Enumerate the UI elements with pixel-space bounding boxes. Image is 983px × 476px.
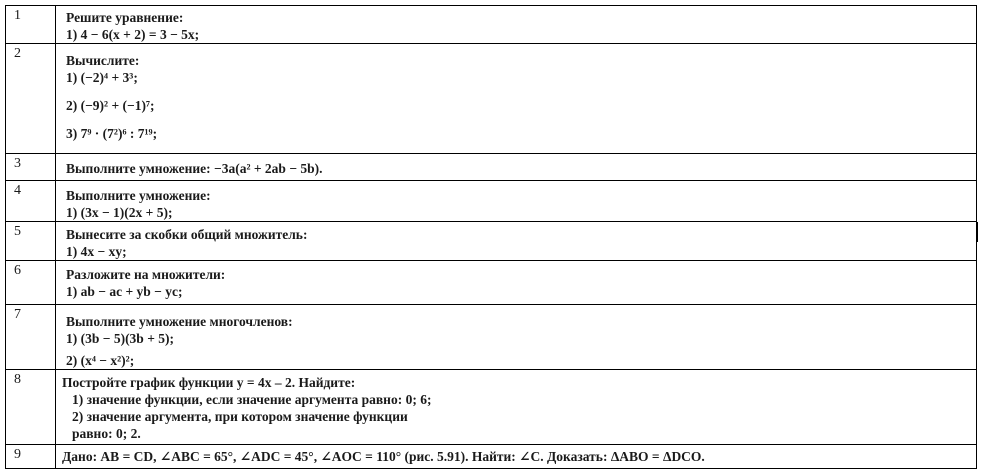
task-line: 2) (x⁴ − x²)²; xyxy=(66,353,135,368)
task-line: Решите уравнение: xyxy=(66,10,184,25)
task-line: Постройте график функции y = 4x – 2. Найдите: xyxy=(62,375,356,390)
task-line: Выполните умножение многочленов: xyxy=(66,314,293,329)
task-number: 8 xyxy=(6,370,56,445)
task-number: 7 xyxy=(6,305,56,370)
task-row-1 xyxy=(6,6,977,44)
task-line: 1) (3x − 1)(2x + 5); xyxy=(66,205,173,220)
task-line: 1) (3b − 5)(3b + 5); xyxy=(66,331,174,346)
task-line: 1) ab − ac + yb − yc; xyxy=(66,284,183,299)
task-text xyxy=(56,154,977,181)
task-line: 2) (−9)² + (−1)⁷; xyxy=(66,98,155,113)
task-text xyxy=(56,305,977,370)
task-number: 1 xyxy=(6,6,56,44)
task-number: 3 xyxy=(6,154,56,181)
task-number: 2 xyxy=(6,44,56,154)
task-line: Выполните умножение: xyxy=(66,188,211,203)
task-row-4 xyxy=(6,181,977,222)
task-number: 5 xyxy=(6,222,56,261)
task-line: 3) 7⁹ · (7²)⁶ : 7¹⁹; xyxy=(66,126,158,141)
task-text xyxy=(56,6,977,44)
task-row-9 xyxy=(6,445,977,469)
task-row-5 xyxy=(6,222,977,261)
task-line: Выполните умножение: −3a(a² + 2ab − 5b). xyxy=(66,161,323,176)
edge-tick xyxy=(977,222,978,242)
task-line: 1) 4 − 6(x + 2) = 3 − 5x; xyxy=(66,27,200,42)
task-line: 1) (−2)⁴ + 3³; xyxy=(66,70,138,85)
task-text xyxy=(56,445,977,469)
task-line: 1) значение функции, если значение аргумента равно: 0; 6; xyxy=(72,392,432,407)
task-table xyxy=(5,5,977,469)
task-row-6 xyxy=(6,261,977,305)
task-line: Вычислите: xyxy=(66,53,140,68)
task-text xyxy=(56,222,977,261)
task-number: 4 xyxy=(6,181,56,222)
task-line: 2) значение аргумента, при котором значение функции xyxy=(72,409,408,424)
task-row-7 xyxy=(6,305,977,370)
task-number: 9 xyxy=(6,445,56,469)
task-line: равно: 0; 2. xyxy=(72,426,141,441)
task-text xyxy=(56,261,977,305)
task-text xyxy=(56,44,977,154)
task-line: 1) 4x − xy; xyxy=(66,244,127,259)
task-row-2 xyxy=(6,44,977,154)
task-row-8 xyxy=(6,370,977,445)
task-line: Дано: AB = CD, ∠ABC = 65°, ∠ADC = 45°, ∠AOC = 110° (рис. 5.91). Найти: ∠C. Доказать: ΔABO = ΔDCO. xyxy=(62,449,705,464)
task-number: 6 xyxy=(6,261,56,305)
task-line: Разложите на множители: xyxy=(66,267,226,282)
task-text xyxy=(56,370,977,445)
task-text xyxy=(56,181,977,222)
task-row-3 xyxy=(6,154,977,181)
task-line: Вынесите за скобки общий множитель: xyxy=(66,227,308,242)
